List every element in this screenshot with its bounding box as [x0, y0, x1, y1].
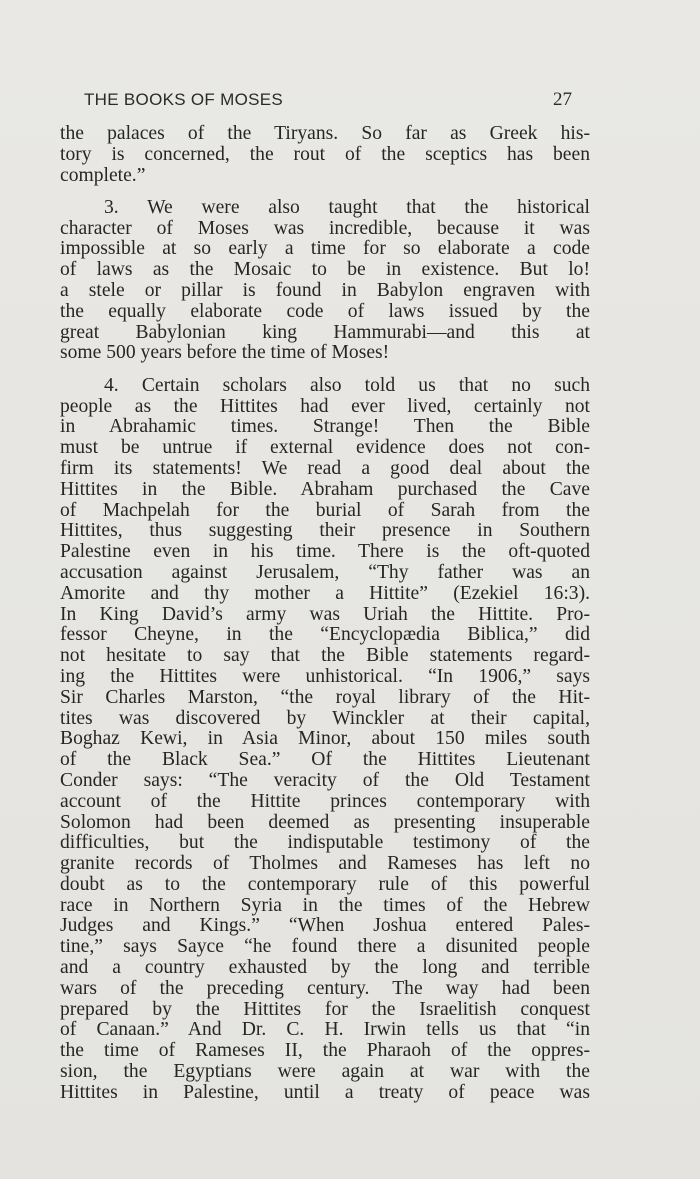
text-line: Judges and Kings.” “When Joshua entered Pales- — [60, 915, 590, 937]
text-line: prepared by the Hittites for the Israelitish conquest — [60, 998, 590, 1020]
text-line: and a country exhausted by the long and terrible — [60, 957, 590, 979]
text-line: must be untrue if external evidence does not con- — [60, 437, 590, 459]
text-line: complete.” — [60, 164, 146, 186]
page-header — [84, 90, 572, 114]
text-line: Conder says: “The veracity of the Old Testament — [60, 769, 590, 791]
text-line: Amorite and thy mother a Hittite” (Ezekiel 16:3). — [60, 582, 590, 604]
text-line: tory is concerned, the rout of the sceptics has been — [60, 143, 590, 165]
text-line: difficulties, but the indisputable testimony of the — [60, 832, 590, 854]
text-line: the equally elaborate code of laws issued by the — [60, 300, 590, 322]
text-line: character of Moses was incredible, because it was — [60, 217, 590, 239]
paragraph-3 — [60, 376, 590, 1104]
running-head: THE BOOKS OF MOSES — [84, 90, 284, 109]
text-line: granite records of Tholmes and Rameses has left no — [60, 853, 590, 875]
text-line: of Machpelah for the burial of Sarah from the — [60, 499, 590, 521]
text-line: of Canaan.” And Dr. C. H. Irwin tells us that “in — [60, 1019, 590, 1041]
text-line: In King David’s army was Uriah the Hittite. Pro- — [60, 603, 590, 625]
text-line: tine,” says Sayce “he found there a disunited people — [60, 936, 590, 958]
text-line: fessor Cheyne, in the “Encyclopædia Biblica,” did — [60, 624, 590, 646]
text-line: the time of Rameses II, the Pharaoh of the oppres- — [60, 1040, 590, 1062]
text-line: race in Northern Syria in the times of the Hebrew — [60, 894, 590, 916]
text-line: accusation against Jerusalem, “Thy father was an — [60, 561, 590, 583]
text-line: doubt as to the contemporary rule of this powerful — [60, 873, 590, 895]
text-line: account of the Hittite princes contemporary with — [60, 790, 590, 812]
paragraph-1 — [60, 124, 590, 186]
text-line: 4. Certain scholars also told us that no such — [104, 374, 590, 396]
text-line: great Babylonian king Hammurabi—and this at — [60, 321, 590, 343]
text-line: of laws as the Mosaic to be in existence. But lo! — [60, 259, 590, 281]
text-line: tites was discovered by Winckler at their capital, — [60, 707, 590, 729]
text-line: some 500 years before the time of Moses! — [60, 342, 390, 364]
text-line: sion, the Egyptians were again at war with the — [60, 1061, 590, 1083]
text-line: ing the Hittites were unhistorical. “In 1906,” says — [60, 665, 590, 687]
text-line: Solomon had been deemed as presenting insuperable — [60, 811, 590, 833]
text-line: in Abrahamic times. Strange! Then the Bible — [60, 416, 590, 438]
paragraph-2 — [60, 198, 590, 364]
text-line: a stele or pillar is found in Babylon engraven with — [60, 280, 590, 302]
text-line: not hesitate to say that the Bible statements regard- — [60, 645, 590, 667]
text-line: Hittites in Palestine, until a treaty of peace was — [60, 1081, 590, 1103]
text-line: Hittites, thus suggesting their presence in Southern — [60, 520, 590, 542]
text-line: wars of the preceding century. The way had been — [60, 977, 590, 999]
text-line: Hittites in the Bible. Abraham purchased the Cave — [60, 478, 590, 500]
text-line: of the Black Sea.” Of the Hittites Lieutenant — [60, 749, 590, 771]
text-line: impossible at so early a time for so elaborate a code — [60, 238, 590, 260]
text-line: 3. We were also taught that the historical — [104, 196, 590, 218]
body-text — [60, 124, 590, 1104]
text-line: Palestine even in his time. There is the oft-quoted — [60, 541, 590, 563]
text-line: firm its statements! We read a good deal about the — [60, 457, 590, 479]
text-line: Boghaz Kewi, in Asia Minor, about 150 miles south — [60, 728, 590, 750]
page-number: 27 — [553, 89, 572, 110]
text-line: people as the Hittites had ever lived, certainly not — [60, 395, 590, 417]
text-line: Sir Charles Marston, “the royal library of the Hit- — [60, 686, 590, 708]
text-line: the palaces of the Tiryans. So far as Greek his- — [60, 123, 590, 144]
